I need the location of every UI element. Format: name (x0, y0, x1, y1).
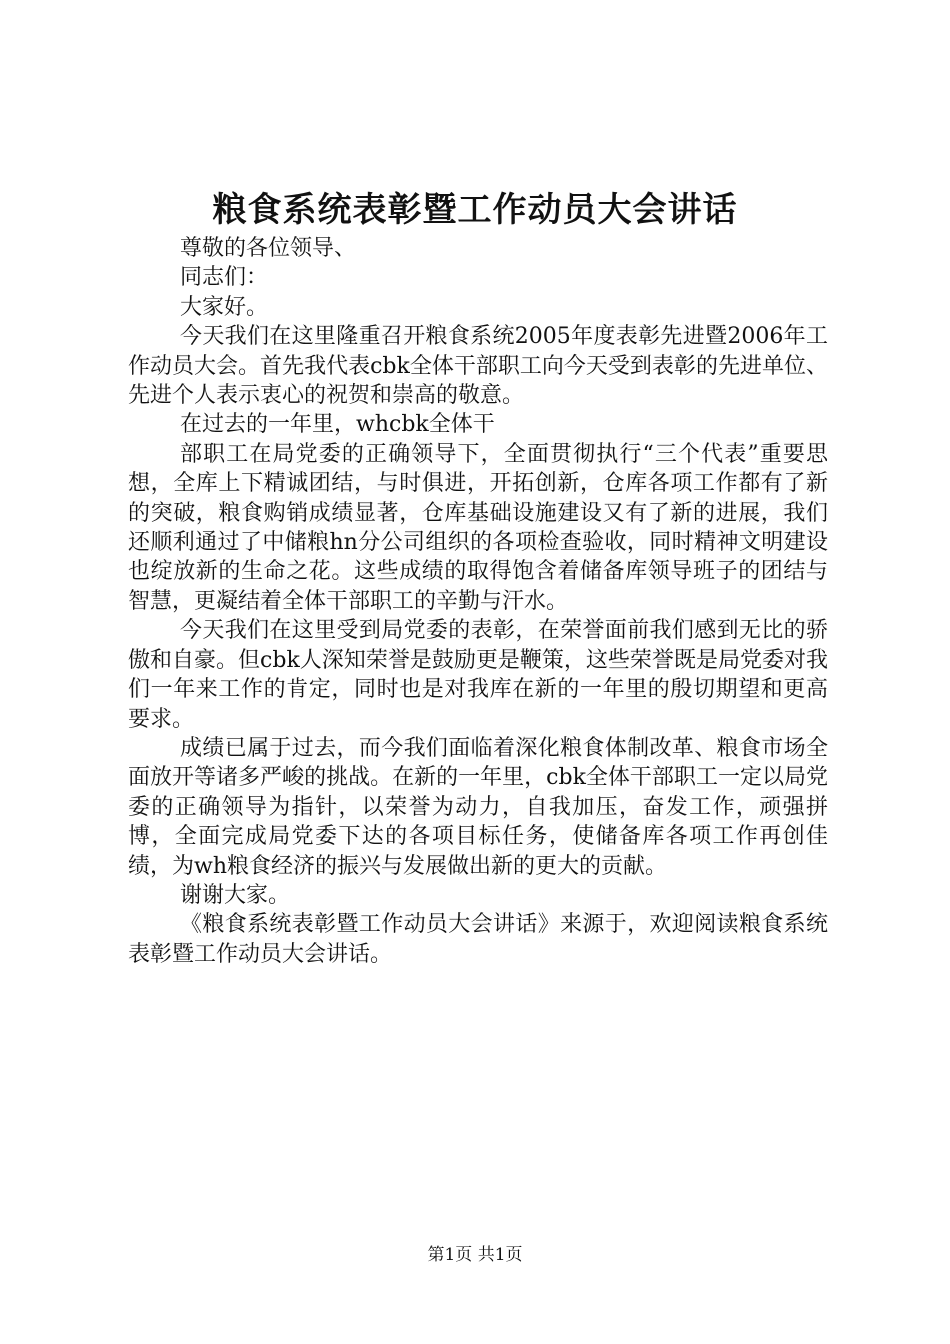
body-paragraph: 在过去的一年里，whcbk全体干 (180, 412, 495, 438)
body-paragraph: 部职工在局党委的正确领导下，全面贯彻执行“三个代表”重要思想，全库上下精诚团结，与时俱进，开拓创新，仓库各项工作都有了新的突破，粮食购销成绩显著，仓库基础设施建设又有了新的进展，我们还顺利通过了中储粮hn分公司组织的各项检查验收，同时精神文明建设也绽放新的生命之花。这些成绩的取得饱含着储备库领导班子的团结与智慧，更凝结着全体干部职工的辛勤与汗水。 (128, 441, 828, 614)
body-paragraph: 今天我们在这里受到局党委的表彰，在荣誉面前我们感到无比的骄傲和自豪。但cbk人深知荣誉是鼓励更是鞭策，这些荣誉既是局党委对我们一年来工作的肯定，同时也是对我库在新的一年里的殷切期望和更高要求。 (128, 618, 828, 732)
body-paragraph: 成绩已属于过去，而今我们面临着深化粮食体制改革、粮食市场全面放开等诸多严峻的挑战。在新的一年里，cbk全体干部职工一定以局党委的正确领导为指针，以荣誉为动力，自我加压，奋发工作，顽强拼博，全面完成局党委下达的各项目标任务，使储备库各项工作再创佳绩，为wh粮食经济的振兴与发展做出新的更大的贡献。 (128, 735, 828, 879)
greeting-paragraph: 大家好。 (180, 294, 269, 320)
body-paragraph: 今天我们在这里隆重召开粮食系统2005年度表彰先进暨2006年工作动员大会。首先我代表cbk全体干部职工向今天受到表彰的先进单位、先进个人表示衷心的祝贺和崇高的敬意。 (128, 324, 828, 409)
salutation-paragraph: 同志们： (180, 265, 269, 291)
document-body (128, 234, 828, 969)
salutation-paragraph: 尊敬的各位领导、 (180, 236, 357, 261)
source-note-paragraph: 《粮食系统表彰暨工作动员大会讲话》来源于，欢迎阅读粮食系统表彰暨工作动员大会讲话。 (128, 912, 828, 967)
closing-paragraph: 谢谢大家。 (180, 882, 291, 908)
page-number-footer: 第1页 共1页 (427, 1245, 523, 1265)
document-title: 粮食系统表彰暨工作动员大会讲话 (212, 190, 738, 230)
